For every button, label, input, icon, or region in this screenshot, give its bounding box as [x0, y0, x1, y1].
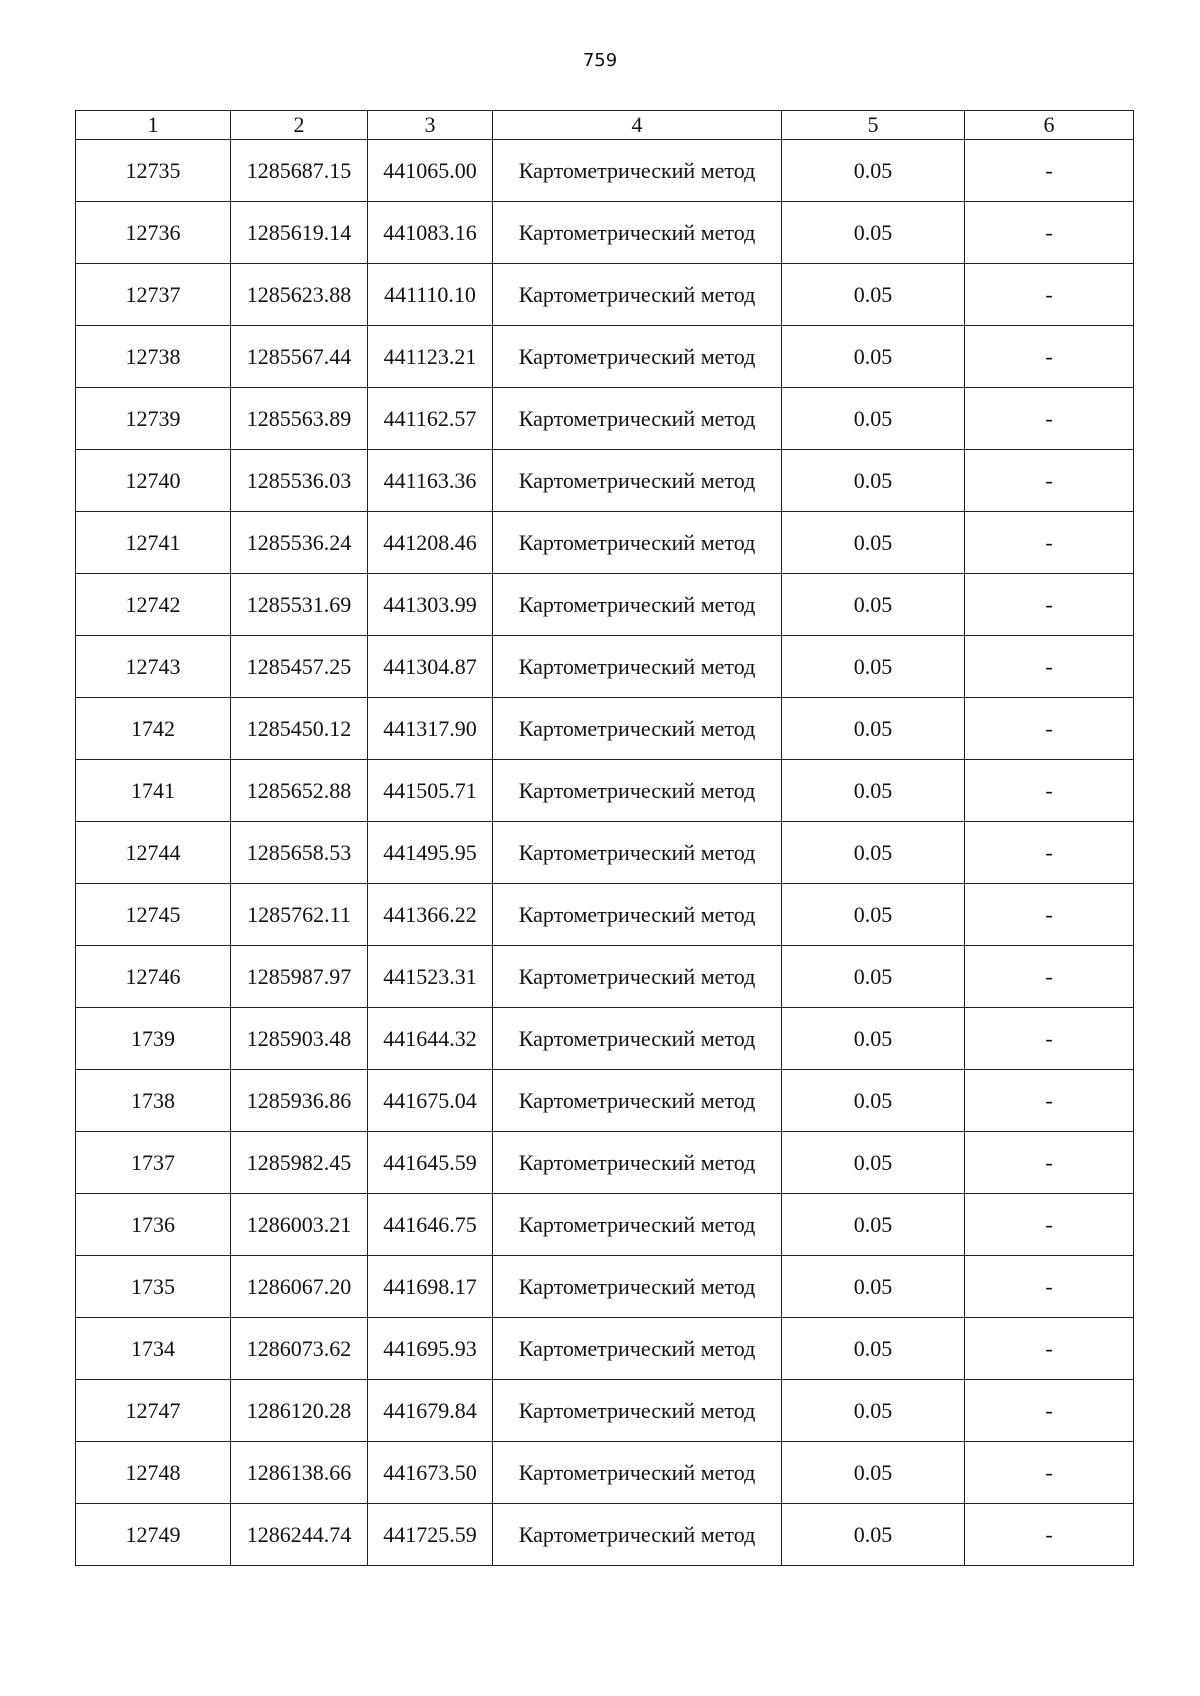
- table-cell-col-1: 12748: [76, 1442, 231, 1504]
- table-cell-col-3: 441698.17: [368, 1256, 493, 1318]
- table-cell-col-5: 0.05: [782, 574, 965, 636]
- table-cell-col-1: 12745: [76, 884, 231, 946]
- table-cell-col-1: 12749: [76, 1504, 231, 1566]
- table-cell-col-4: Картометрический метод: [493, 636, 782, 698]
- table-row: [76, 264, 1134, 326]
- table-cell-col-4: Картометрический метод: [493, 450, 782, 512]
- table-cell-col-3: 441304.87: [368, 636, 493, 698]
- table-cell-col-6: -: [965, 1504, 1134, 1566]
- table-cell-col-1: 12739: [76, 388, 231, 450]
- table-cell-col-6: -: [965, 140, 1134, 202]
- table-cell-col-5: 0.05: [782, 1194, 965, 1256]
- table-cell-col-5: 0.05: [782, 202, 965, 264]
- table-cell-col-4: Картометрический метод: [493, 388, 782, 450]
- table-cell-col-6: -: [965, 636, 1134, 698]
- table-row: [76, 884, 1134, 946]
- column-header-5: 5: [782, 111, 965, 140]
- table-cell-col-4: Картометрический метод: [493, 140, 782, 202]
- table-cell-col-4: Картометрический метод: [493, 1504, 782, 1566]
- table-cell-col-5: 0.05: [782, 822, 965, 884]
- table-cell-col-2: 1286138.66: [231, 1442, 368, 1504]
- table-cell-col-3: 441162.57: [368, 388, 493, 450]
- table-cell-col-5: 0.05: [782, 884, 965, 946]
- table-row: [76, 574, 1134, 636]
- table-cell-col-4: Картометрический метод: [493, 1008, 782, 1070]
- table-cell-col-6: -: [965, 1070, 1134, 1132]
- table-row: [76, 140, 1134, 202]
- table-cell-col-2: 1285687.15: [231, 140, 368, 202]
- table-row: [76, 388, 1134, 450]
- table-row: [76, 1132, 1134, 1194]
- table-cell-col-2: 1285903.48: [231, 1008, 368, 1070]
- table-cell-col-6: -: [965, 1194, 1134, 1256]
- table-cell-col-4: Картометрический метод: [493, 946, 782, 1008]
- table-row: [76, 1256, 1134, 1318]
- table-cell-col-2: 1285457.25: [231, 636, 368, 698]
- table-cell-col-2: 1286003.21: [231, 1194, 368, 1256]
- table-cell-col-4: Картометрический метод: [493, 264, 782, 326]
- header-row: [76, 111, 1134, 140]
- table-cell-col-1: 12746: [76, 946, 231, 1008]
- table-row: [76, 202, 1134, 264]
- table-cell-col-3: 441725.59: [368, 1504, 493, 1566]
- table-cell-col-3: 441673.50: [368, 1442, 493, 1504]
- table-row: [76, 822, 1134, 884]
- table-cell-col-1: 1739: [76, 1008, 231, 1070]
- table-cell-col-2: 1286120.28: [231, 1380, 368, 1442]
- table-cell-col-5: 0.05: [782, 1318, 965, 1380]
- table-cell-col-4: Картометрический метод: [493, 1132, 782, 1194]
- table-cell-col-6: -: [965, 884, 1134, 946]
- column-header-6: 6: [965, 111, 1134, 140]
- table-row: [76, 1504, 1134, 1566]
- table-cell-col-4: Картометрический метод: [493, 1318, 782, 1380]
- table-cell-col-2: 1285652.88: [231, 760, 368, 822]
- table-cell-col-2: 1285536.03: [231, 450, 368, 512]
- table-cell-col-1: 12744: [76, 822, 231, 884]
- table-cell-col-3: 441505.71: [368, 760, 493, 822]
- table-cell-col-3: 441644.32: [368, 1008, 493, 1070]
- table-cell-col-6: -: [965, 1442, 1134, 1504]
- column-header-4: 4: [493, 111, 782, 140]
- table-cell-col-5: 0.05: [782, 1132, 965, 1194]
- table-cell-col-6: -: [965, 1008, 1134, 1070]
- table-row: [76, 1380, 1134, 1442]
- table-cell-col-5: 0.05: [782, 450, 965, 512]
- table-cell-col-1: 1734: [76, 1318, 231, 1380]
- table-row: [76, 512, 1134, 574]
- table-cell-col-4: Картометрический метод: [493, 1380, 782, 1442]
- table-cell-col-2: 1285623.88: [231, 264, 368, 326]
- table-cell-col-4: Картометрический метод: [493, 1194, 782, 1256]
- table-cell-col-3: 441303.99: [368, 574, 493, 636]
- table-cell-col-1: 12742: [76, 574, 231, 636]
- table-cell-col-2: 1285936.86: [231, 1070, 368, 1132]
- table-cell-col-6: -: [965, 698, 1134, 760]
- table-cell-col-5: 0.05: [782, 264, 965, 326]
- table-cell-col-4: Картометрический метод: [493, 1256, 782, 1318]
- table-row: [76, 1194, 1134, 1256]
- table-cell-col-2: 1286073.62: [231, 1318, 368, 1380]
- table-cell-col-6: -: [965, 946, 1134, 1008]
- table-cell-col-4: Картометрический метод: [493, 884, 782, 946]
- table-cell-col-1: 1736: [76, 1194, 231, 1256]
- table-cell-col-6: -: [965, 264, 1134, 326]
- table-cell-col-1: 1737: [76, 1132, 231, 1194]
- table-cell-col-1: 12737: [76, 264, 231, 326]
- coordinates-table: [75, 110, 1134, 1566]
- table-cell-col-5: 0.05: [782, 636, 965, 698]
- table-cell-col-1: 12741: [76, 512, 231, 574]
- table-cell-col-4: Картометрический метод: [493, 574, 782, 636]
- table-row: [76, 946, 1134, 1008]
- table-cell-col-6: -: [965, 1380, 1134, 1442]
- table-cell-col-5: 0.05: [782, 1380, 965, 1442]
- table-cell-col-1: 1742: [76, 698, 231, 760]
- table-cell-col-2: 1285567.44: [231, 326, 368, 388]
- table-cell-col-5: 0.05: [782, 1442, 965, 1504]
- table-cell-col-3: 441065.00: [368, 140, 493, 202]
- table-cell-col-2: 1285982.45: [231, 1132, 368, 1194]
- table-cell-col-3: 441317.90: [368, 698, 493, 760]
- table-cell-col-4: Картометрический метод: [493, 698, 782, 760]
- table-row: [76, 326, 1134, 388]
- table-cell-col-3: 441495.95: [368, 822, 493, 884]
- table-row: [76, 1442, 1134, 1504]
- table-cell-col-6: -: [965, 202, 1134, 264]
- table-row: [76, 636, 1134, 698]
- table-row: [76, 450, 1134, 512]
- table-cell-col-3: 441523.31: [368, 946, 493, 1008]
- table-cell-col-5: 0.05: [782, 326, 965, 388]
- table-body: [76, 140, 1134, 1566]
- table-cell-col-4: Картометрический метод: [493, 326, 782, 388]
- table-cell-col-4: Картометрический метод: [493, 1070, 782, 1132]
- table-cell-col-1: 12740: [76, 450, 231, 512]
- table-cell-col-5: 0.05: [782, 1504, 965, 1566]
- table-cell-col-6: -: [965, 760, 1134, 822]
- table-cell-col-6: -: [965, 1132, 1134, 1194]
- table-cell-col-3: 441366.22: [368, 884, 493, 946]
- table-cell-col-1: 12735: [76, 140, 231, 202]
- table-cell-col-1: 12743: [76, 636, 231, 698]
- table-cell-col-2: 1285563.89: [231, 388, 368, 450]
- table-cell-col-4: Картометрический метод: [493, 1442, 782, 1504]
- table-cell-col-5: 0.05: [782, 388, 965, 450]
- table-cell-col-2: 1285536.24: [231, 512, 368, 574]
- table-cell-col-4: Картометрический метод: [493, 822, 782, 884]
- table-row: [76, 1008, 1134, 1070]
- table-cell-col-6: -: [965, 822, 1134, 884]
- table-cell-col-2: 1285987.97: [231, 946, 368, 1008]
- table-cell-col-5: 0.05: [782, 1256, 965, 1318]
- table-row: [76, 1318, 1134, 1380]
- table-cell-col-5: 0.05: [782, 760, 965, 822]
- table-cell-col-4: Картометрический метод: [493, 202, 782, 264]
- column-header-2: 2: [231, 111, 368, 140]
- table-cell-col-4: Картометрический метод: [493, 512, 782, 574]
- table-cell-col-5: 0.05: [782, 512, 965, 574]
- table-row: [76, 1070, 1134, 1132]
- table-cell-col-2: 1285619.14: [231, 202, 368, 264]
- table-row: [76, 760, 1134, 822]
- table-cell-col-6: -: [965, 1256, 1134, 1318]
- table-cell-col-3: 441083.16: [368, 202, 493, 264]
- table-cell-col-3: 441208.46: [368, 512, 493, 574]
- table-cell-col-5: 0.05: [782, 1070, 965, 1132]
- table-cell-col-2: 1285762.11: [231, 884, 368, 946]
- table-cell-col-2: 1285658.53: [231, 822, 368, 884]
- table-cell-col-2: 1285531.69: [231, 574, 368, 636]
- table-cell-col-5: 0.05: [782, 698, 965, 760]
- table-cell-col-1: 12736: [76, 202, 231, 264]
- table-cell-col-1: 12747: [76, 1380, 231, 1442]
- table-row: [76, 698, 1134, 760]
- table-cell-col-3: 441646.75: [368, 1194, 493, 1256]
- table-cell-col-1: 1735: [76, 1256, 231, 1318]
- table-cell-col-5: 0.05: [782, 946, 965, 1008]
- table-cell-col-2: 1286244.74: [231, 1504, 368, 1566]
- column-header-3: 3: [368, 111, 493, 140]
- table-cell-col-3: 441163.36: [368, 450, 493, 512]
- table-cell-col-3: 441679.84: [368, 1380, 493, 1442]
- table-cell-col-3: 441123.21: [368, 326, 493, 388]
- table-cell-col-1: 12738: [76, 326, 231, 388]
- table-cell-col-6: -: [965, 512, 1134, 574]
- column-header-1: 1: [76, 111, 231, 140]
- table-cell-col-3: 441110.10: [368, 264, 493, 326]
- table-cell-col-1: 1738: [76, 1070, 231, 1132]
- table-cell-col-3: 441695.93: [368, 1318, 493, 1380]
- table-cell-col-2: 1285450.12: [231, 698, 368, 760]
- table-cell-col-3: 441675.04: [368, 1070, 493, 1132]
- table-cell-col-6: -: [965, 326, 1134, 388]
- table-cell-col-6: -: [965, 574, 1134, 636]
- table-cell-col-6: -: [965, 450, 1134, 512]
- table-cell-col-4: Картометрический метод: [493, 760, 782, 822]
- table-cell-col-3: 441645.59: [368, 1132, 493, 1194]
- table-cell-col-6: -: [965, 388, 1134, 450]
- page-number: 759: [582, 50, 618, 71]
- table-cell-col-2: 1286067.20: [231, 1256, 368, 1318]
- table-cell-col-5: 0.05: [782, 1008, 965, 1070]
- table-cell-col-6: -: [965, 1318, 1134, 1380]
- table-cell-col-1: 1741: [76, 760, 231, 822]
- table-cell-col-5: 0.05: [782, 140, 965, 202]
